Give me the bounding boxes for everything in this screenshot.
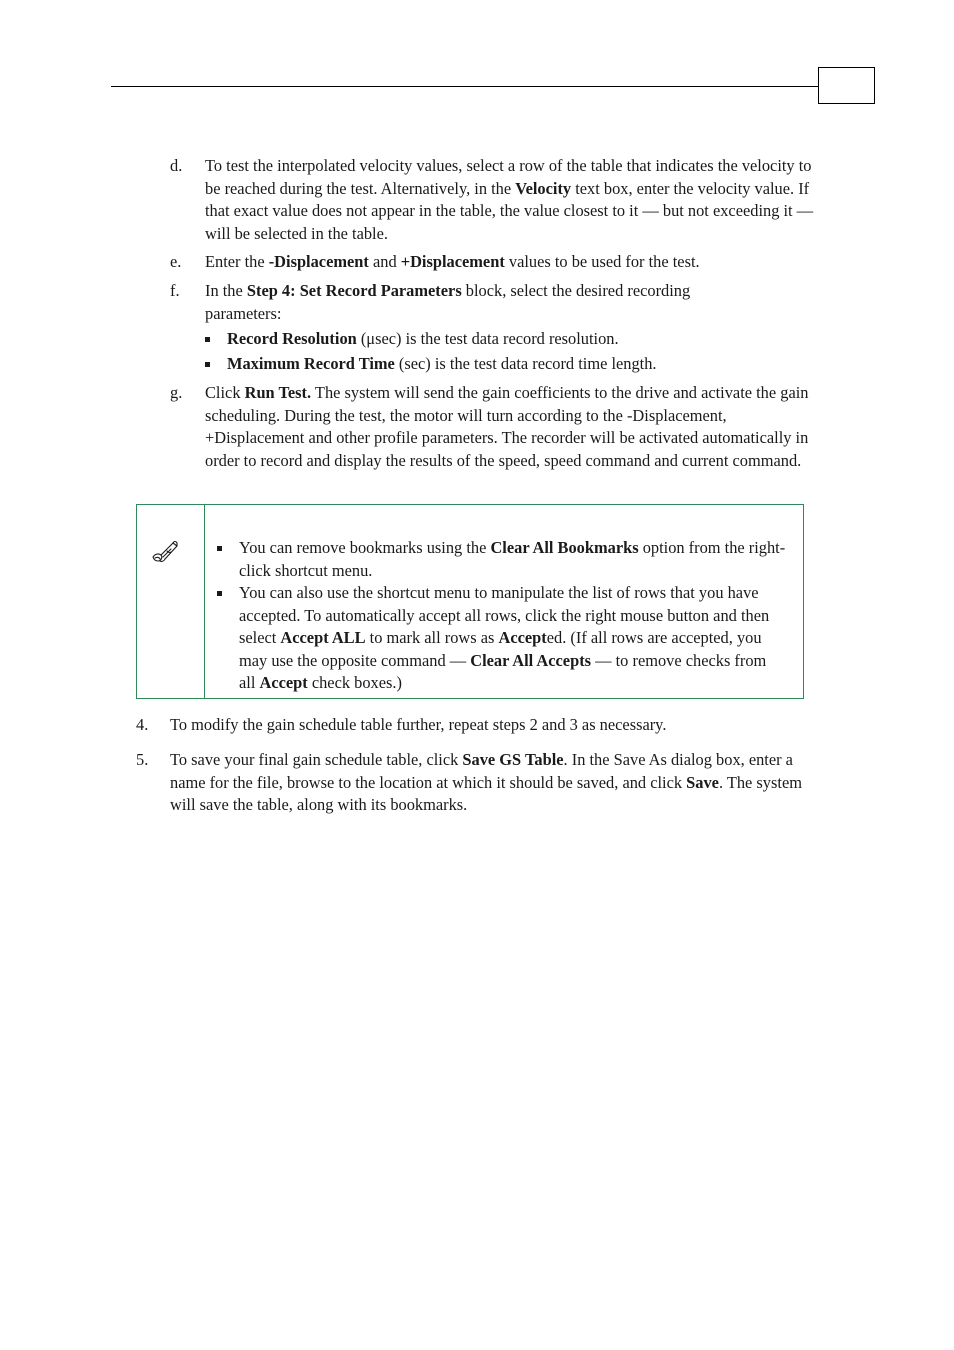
text-run: You can remove bookmarks using the	[239, 538, 491, 557]
step-text	[205, 280, 765, 325]
bullet-marker	[205, 337, 210, 342]
step-label: f.	[170, 281, 180, 300]
bold-term: Step 4: Set Record Parameters	[246, 281, 462, 300]
note-pencil-icon	[149, 537, 181, 569]
step-text	[205, 155, 820, 245]
text-run: option from the right-click shortcut menu.	[239, 538, 786, 580]
text-run: and	[368, 252, 401, 271]
note-box	[136, 504, 804, 699]
text-run: ed. (If all rows are accepted, you may use the opposite command —	[239, 628, 762, 670]
bold-term: Clear All Accepts	[470, 650, 592, 670]
step-e	[170, 251, 820, 274]
bold-term: -Displacement	[268, 252, 369, 271]
text-run: To test the interpolated velocity values, select a row of the table that indicates the velocity to be reached during the test. Alternatively, in the	[205, 156, 812, 198]
text-run: — to remove checks from all	[239, 650, 767, 693]
page-number-box	[818, 67, 875, 104]
bold-term: Accept	[498, 628, 547, 648]
bold-term: Record Resolution	[227, 329, 357, 348]
text-run: (μsec) is the test data record resolution.	[356, 329, 619, 348]
text-run: text box, enter the velocity value. If that exact value does not appear in the table, the value closest to it — but not exceeding it — will be selected in the table.	[205, 178, 814, 243]
step-label: d.	[170, 156, 183, 175]
step-5	[136, 749, 820, 817]
bullet-marker	[205, 362, 210, 367]
step-label: 5.	[136, 750, 149, 769]
bold-term: Velocity	[515, 178, 572, 198]
text-run: check boxes.)	[307, 673, 402, 693]
bold-term: Clear All Bookmarks	[490, 538, 639, 557]
bold-term: +Displacement	[400, 252, 505, 271]
text-run: values to be used for the test.	[504, 252, 700, 271]
bullet-text	[227, 328, 619, 351]
step-g	[170, 382, 820, 495]
note-item-clear-bookmarks	[217, 537, 797, 583]
step-label: 4.	[136, 715, 149, 734]
text-run: The system will send the gain coefficients to the drive and activate the gain scheduling. During the test, the motor will turn according to the -Displacement, +Displacement and other profile parameters. The recorder will be activated automatically in order to record and display the results of the speed, speed command and current command.	[205, 383, 809, 470]
text-run: To save your final gain schedule table, click	[170, 750, 463, 769]
step-text	[205, 382, 810, 472]
text-run: . In the Save As dialog box, enter a name for the file, browse to the location at which it should be saved, and click	[170, 750, 793, 792]
bold-term: Save	[686, 772, 719, 792]
bold-term: Accept ALL	[280, 628, 366, 648]
note-text	[239, 537, 797, 582]
step-f	[170, 280, 820, 326]
bullet-maximum-record-time	[205, 353, 805, 376]
text-run: . The system will save the table, along with its bookmarks.	[170, 772, 802, 815]
step-label: g.	[170, 383, 183, 402]
bold-term: Maximum Record Time	[227, 354, 395, 373]
bullet-text	[227, 353, 657, 376]
bullet-marker	[217, 591, 222, 596]
text-run: (sec) is the test data record time length.	[394, 354, 657, 373]
text-run: Click	[205, 383, 245, 402]
text-run: to mark all rows as	[365, 628, 499, 648]
step-text	[205, 251, 820, 274]
note-text	[239, 582, 784, 695]
bold-term: Save GS Table	[462, 750, 564, 769]
step-text	[170, 714, 820, 737]
bullet-record-resolution	[205, 328, 805, 351]
text-run: block, select the desired recording parameters:	[205, 281, 691, 323]
bullet-marker	[217, 546, 222, 551]
step-label: e.	[170, 252, 182, 271]
header-rule	[111, 86, 818, 87]
note-divider	[204, 505, 205, 698]
text-run: To modify the gain schedule table further, repeat steps 2 and 3 as necessary.	[170, 715, 667, 734]
text-run: You can also use the shortcut menu to manipulate the list of rows that you have accepted. To automatically accept all rows, click the right mouse button and then select	[239, 583, 770, 648]
bold-term: Accept	[259, 673, 308, 693]
text-run: In the	[205, 281, 247, 300]
bold-term: Run Test.	[244, 383, 312, 402]
step-d	[170, 155, 820, 245]
text-run: Enter the	[205, 252, 269, 271]
step-4	[136, 714, 820, 737]
note-item-accept-rows	[217, 582, 797, 697]
step-text	[170, 749, 820, 817]
